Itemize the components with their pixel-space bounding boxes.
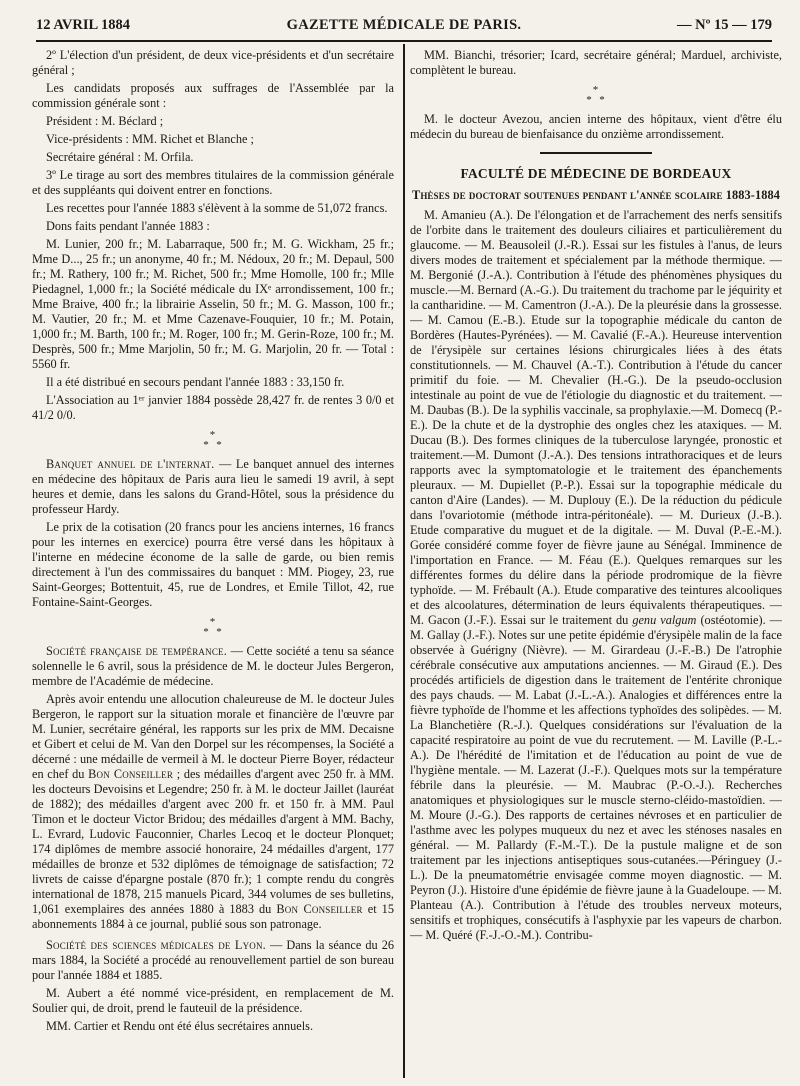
section-rule	[540, 152, 652, 154]
paragraph: Les candidats proposés aux suffrages de l'Assemblée par la commission générale sont :	[32, 81, 394, 110]
paragraph: M. Aubert a été nommé vice-président, en remplacement de M. Soulier qui, de droit, prend le fauteuil de la présidence.	[32, 986, 394, 1015]
paragraph: 2º L'élection d'un président, de deux vice-présidents et d'un secrétaire général ;	[32, 48, 394, 77]
italic-term: genu valgum	[632, 613, 697, 627]
section-heading: Banquet annuel de l'internat.	[46, 457, 215, 471]
asterism-separator: * * *	[586, 84, 606, 106]
paragraph: Les recettes pour l'année 1883 s'élèvent à la somme de 51,072 francs.	[46, 201, 388, 215]
issue-page-number: — Nº 15 — 179	[676, 17, 772, 33]
column-divider	[403, 44, 405, 1078]
asterism-separator: * * *	[203, 616, 223, 638]
section-heading: Société des sciences médicales de Lyon.	[46, 938, 266, 952]
paragraph: Président : M. Béclard ;	[46, 114, 164, 128]
paragraph: Après avoir entendu une allocution chaleureuse de M. le docteur Jules Bergeron, le rapport sur la situation morale et financière de l'œuvre par M. Lunier, secrétaire général, les rapports sur les prix de MM. Decaisne et Gibert et celui de M. Van den Dorpel sur les récompenses, la Société a décerné : une médaille de vermeil à M. le docteur Pierre Boyer, rédacteur en chef du Bon Conseiller ; des médailles d'argent avec 250 fr. à MM. les docteurs Devoisins et Legendre; 250 fr. à M. le docteur Jaillet (lauréat de 1882); des médailles d'argent avec 200 fr. et 150 fr. à MM. Paul Timon et le docteur Victor Bridou; des médailles d'argent à MM. Bachy, L. Evrard, Ludovic Fauconnier, Charles Lecoq et le docteur Plonquet; 174 diplômes de membre associé honoraire, 24 médailles d'argent, 177 médailles de bronze et 532 diplômes de témoignage de satisfaction; 72 livrets de caisse d'épargne postale (870 fr.); 1 compte rendu du congrès international de 1878, 215 manuels Picard, 344 volumes de ses bulletins, 1,061 exemplaires des années 1880 à 1883 du Bon Conseiller et 15 abonnements 1884 à ce journal, publié sous son patronage.	[32, 692, 394, 931]
right-column	[410, 48, 782, 1080]
banquet-notice: Banquet annuel de l'internat. — Le banquet annuel des internes en médecine des hôpitaux de Paris aura lieu le samedi 19 avril, à sept heures et demie, dans les salons du Grand-Hôtel, sous la présidence du professeur Hardy.	[32, 457, 394, 516]
faculty-heading: FACULTÉ DE MÉDECINE DE BORDEAUX	[460, 166, 732, 181]
paragraph: Il a été distribué en secours pendant l'année 1883 : 33,150 fr.	[46, 375, 345, 389]
section-heading: Société française de tempérance.	[46, 644, 228, 658]
journal-title: GAZETTE MÉDICALE DE PARIS.	[286, 17, 522, 33]
journal-name: Bon Conseiller	[88, 767, 174, 781]
temperance-notice: Société française de tempérance. — Cette société a tenu sa séance solennelle le 6 avril, sous la présidence de M. le docteur Jules Bergeron, membre de l'Académie de médecine.	[32, 644, 394, 688]
paragraph: M. le docteur Avezou, ancien interne des hôpitaux, vient d'être élu médecin du bureau de bienfaisance du onzième arrondissement.	[410, 112, 782, 141]
left-column	[32, 48, 394, 1080]
paragraph: 3º Le tirage au sort des membres titulaires de la commission générale et des suppléants qui doivent entrer en fonctions.	[32, 168, 394, 197]
paragraph: L'Association au 1ᵉʳ janvier 1884 possède 28,427 fr. de rentes 3 0/0 et 41/2 0/0.	[32, 393, 394, 422]
journal-name: Bon Conseiller	[276, 902, 363, 916]
paragraph: Dons faits pendant l'année 1883 :	[46, 219, 210, 233]
theses-subheading: Thèses de doctorat soutenues pendant l'année scolaire 1883-1884	[412, 188, 780, 202]
paragraph: MM. Cartier et Rendu ont été élus secrétaires annuels.	[46, 1019, 314, 1033]
donations-list: M. Lunier, 200 fr.; M. Labarraque, 500 fr.; M. G. Wickham, 25 fr.; Mme D..., 25 fr.; un anonyme, 40 fr.; M. Nédoux, 20 fr.; M. Depaul, 500 fr.; M. Rathery, 100 fr.; M. Richet, 500 fr.; Mme Homolle, 100 fr.; Mlle Piedagnel, 1,000 fr.; la Société médicale du IXᵉ arrondissement, 100 fr.; Mme Braive, 400 fr.; la librairie Asselin, 50 fr.; M. G. Masson, 100 fr.; M. Vautier, 20 fr.; M. et Mme Cazenave-Fouquier, 10 fr.; M. Potain, 1,000 fr.; M. Barth, 100 fr.; M. Roger, 100 fr.; M. Gerin-Roze, 100 fr.; M. Desprès, 500 fr.; Mme Marjolin, 50 fr.; M. G. Marjolin, 20 fr. — Total : 5560 fr.	[32, 237, 394, 371]
issue-date: 12 AVRIL 1884	[36, 17, 131, 33]
paragraph: Secrétaire général : M. Orfila.	[46, 150, 194, 164]
page-header	[36, 14, 772, 42]
paragraph: Vice-présidents : MM. Richet et Blanche ;	[46, 132, 254, 146]
lyon-notice: Société des sciences médicales de Lyon. — Dans la séance du 26 mars 1884, la Société a procédé au renouvellement partiel de son bureau pour l'année 1884 et 1885.	[32, 938, 394, 982]
paragraph: Le prix de la cotisation (20 francs pour les anciens internes, 16 francs pour les internes en exercice) pourra être versé dans les hôpitaux à l'interne en médecine économe de la salle de garde, ou bien remis directement à l'un des commissaires du banquet : MM. Piogey, 23, rue Saint-Georges; Bottentuit, 45, rue de Londres, et Emile Tillot, 42, rue Fontaine-Saint-Georges.	[32, 520, 394, 609]
theses-list: M. Amanieu (A.). De l'élongation et de l'arrachement des nerfs sensitifs de l'orbite dans le traitement des douleurs ciliaires et particulièrement du glaucome. — M. Beausoleil (J.-R.). Essai sur les fistules à l'anus, de leurs divers modes de traitement et spécialement par la méthode thermique. — M. Bergonié (J.-A.). Contribution à l'étude des phénomènes physiques du muscle.—M. Bernard (A.-G.). Du traitement du trachome par le jéquirity et la cantharidine. — M. Camentron (J.-A.). De la pleurésie dans la grossesse. — M. Camou (E.-B.). Etude sur la topographie médicale du canton de Bordères (Hautes-Pyrénées). — M. Cavalié (F.-A.). Heureuse intervention de l'érysipèle sur certaines lésions chirurgicales liées à des états constitutionnels. — M. Chauvel (A.-T.). Contribution à l'étude du cancer primitif du foie. — M. Chevalier (H.-G.). De la pseudo-occlusion intestinale au point de vue de l'étiologie du diagnostic et du traitement. — M. Daubas (B.). De la syphilis vaccinale, sa prophylaxie.—M. Domecq (P.-E.). De la chute et de la dystrophie des ongles chez les ataxiques. — M. Ducau (B.). Des formes cliniques de la tuberculose laryngée, pronostic et traitement.—M. Dumont (J.-A.). Des tensions intrathoraciques et de leurs rapports avec la symptomatologie et le traitement des épanchements pleuraux. — M. Dupiellet (P.-P.). Essai sur la topographie médicale du canton d'Aire (Landes). — M. Duplouy (E.). De la réduction du pédicule dans l'ovariotomie (méthode intra-péritonéale). — M. Durieux (J.-B.). Etude comparative du muguet et de la digitale. — M. Duval (P.-E.-M.). Gorée considéré comme foyer de fièvre jaune au Sénégal. Imminence de l'importation en France. — M. Féau (E.). Quelques remarques sur les différentes formes du délire dans la période prodromique de la fièvre typhoïde. — M. Frébault (A.). Etude comparative des teintures alcooliques et des alcoolatures, détermination de leurs équivalents thérapeutiques. — M. Gacon (J.-F.). Essai sur le traitement du genu valgum (ostéotomie). — M. Gallay (J.-F.). Notes sur une petite épidémie d'érysipèle malin de la face observée à Guérigny (Nièvre). — M. Girardeau (J.-F.-B.) De l'atrophie cérébrale consécutive aux amputations anciennes. — M. Giraud (E.). Des procédés artificiels de digestion dans le traitement de l'entérite chronique des pays chauds. — M. Labat (J.-L.-A.). Analogies et différences entre la fièvre typhoïde de l'homme et les affections typhoïdes des solipèdes. — M. La Blanchetière (R.-J.). Quelques considérations sur l'évaluation de la capacité respiratoire au point de vue du recrutement. — M. Laville (P.-L.-A.). De l'hérédité de l'imitation et de l'éducation au point de vue de l'hygiène mentale. — M. Lazerat (J.-F.). Quelques mots sur la température fébrile dans la pleurésie. — M. Maubrac (P.-O.-J.). Recherches anatomiques et physiologiques sur le muscle sterno-cléido-mastoïdien. — M. Moure (J.-G.). Des rapports de certaines névroses et en particulier de l'asthme avec les polypes muqueux du nez et avec les sténoses nasales en général. — M. Pallardy (F.-M.-T.). De la pustule maligne et de son traitement par les injections antiseptiques sous-cutanées.—Péringuey (J.-L.). De la pneumatométrie envisagée comme moyen diagnostic. — M. Peyron (J.). Histoire d'une épidémie de fièvre jaune à la Guadeloupe. — M. Planteau (A.). Contribution à l'étude des troubles nerveux moteurs, sensitifs et trophiques, consécutifs à l'asphyxie par les vapeurs de charbon. — M. Quéré (F.-J.-O.-M.). Contribu-	[410, 208, 782, 942]
asterism-separator: * * *	[203, 429, 223, 451]
paragraph: MM. Bianchi, trésorier; Icard, secrétaire général; Marduel, archiviste, complètent le bureau.	[410, 48, 782, 77]
